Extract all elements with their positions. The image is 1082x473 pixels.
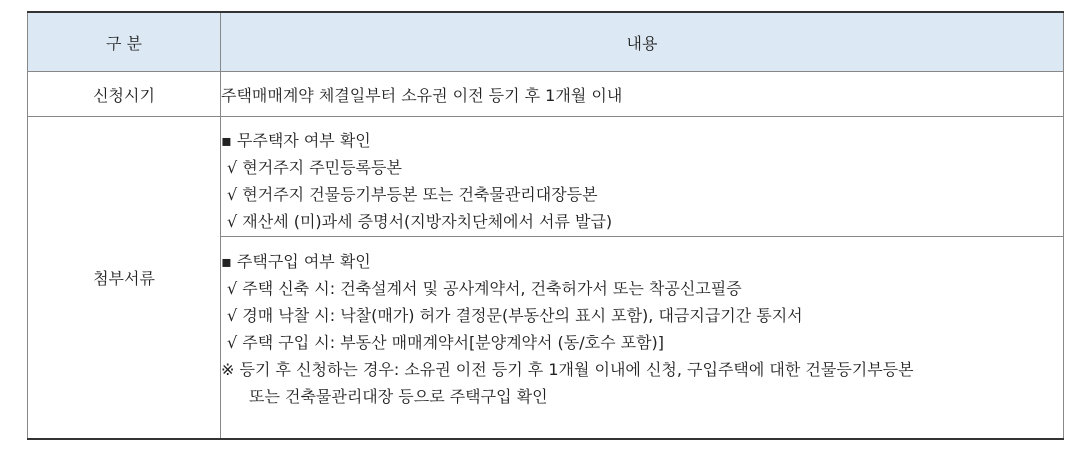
header-category: 구 분 [28,12,221,72]
no-house-check-title: ▪ 무주택자 여부 확인 [221,131,371,150]
list-item: √ 주택 신축 시: 건축설계서 및 공사계약서, 건축허가서 또는 착공신고필증 [227,279,742,298]
list-item: √ 경매 낙찰 시: 낙찰(매가) 허가 결정문(부동산의 표시 포함), 대금지급기간 통지서 [227,306,803,325]
list-item: √ 현거주지 주민등록등본 [227,158,402,177]
house-purchase-check-title: ▪ 주택구입 여부 확인 [221,252,371,271]
table-row [28,117,1064,237]
application-period-text: 주택매매계약 체결일부터 소유권 이전 등기 후 1개월 이내 [221,72,1064,117]
no-house-check-box [221,117,1064,237]
registration-note-continued: 또는 건축물관리대장 등으로 주택구입 확인 [249,387,548,406]
header-row [28,12,1064,72]
row-label-application-period: 신청시기 [28,72,221,117]
list-item: √ 주택 구입 시: 부동산 매매계약서[분양계약서 (동/호수 포함)] [227,333,665,352]
house-purchase-check-box [221,237,1064,440]
list-item: √ 현거주지 건물등기부등본 또는 건축물관리대장등본 [227,185,598,204]
list-item: √ 재산세 (미)과세 증명서(지방자치단체에서 서류 발급) [227,212,613,231]
registration-note: ※ 등기 후 신청하는 경우: 소유권 이전 등기 후 1개월 이내에 신청, 구입주택에 대한 건물등기부등본 [221,360,914,379]
row-label-attached-documents: 첨부서류 [28,117,221,440]
document-table [27,11,1064,440]
header-content: 내용 [221,12,1064,72]
table-row [28,72,1064,117]
